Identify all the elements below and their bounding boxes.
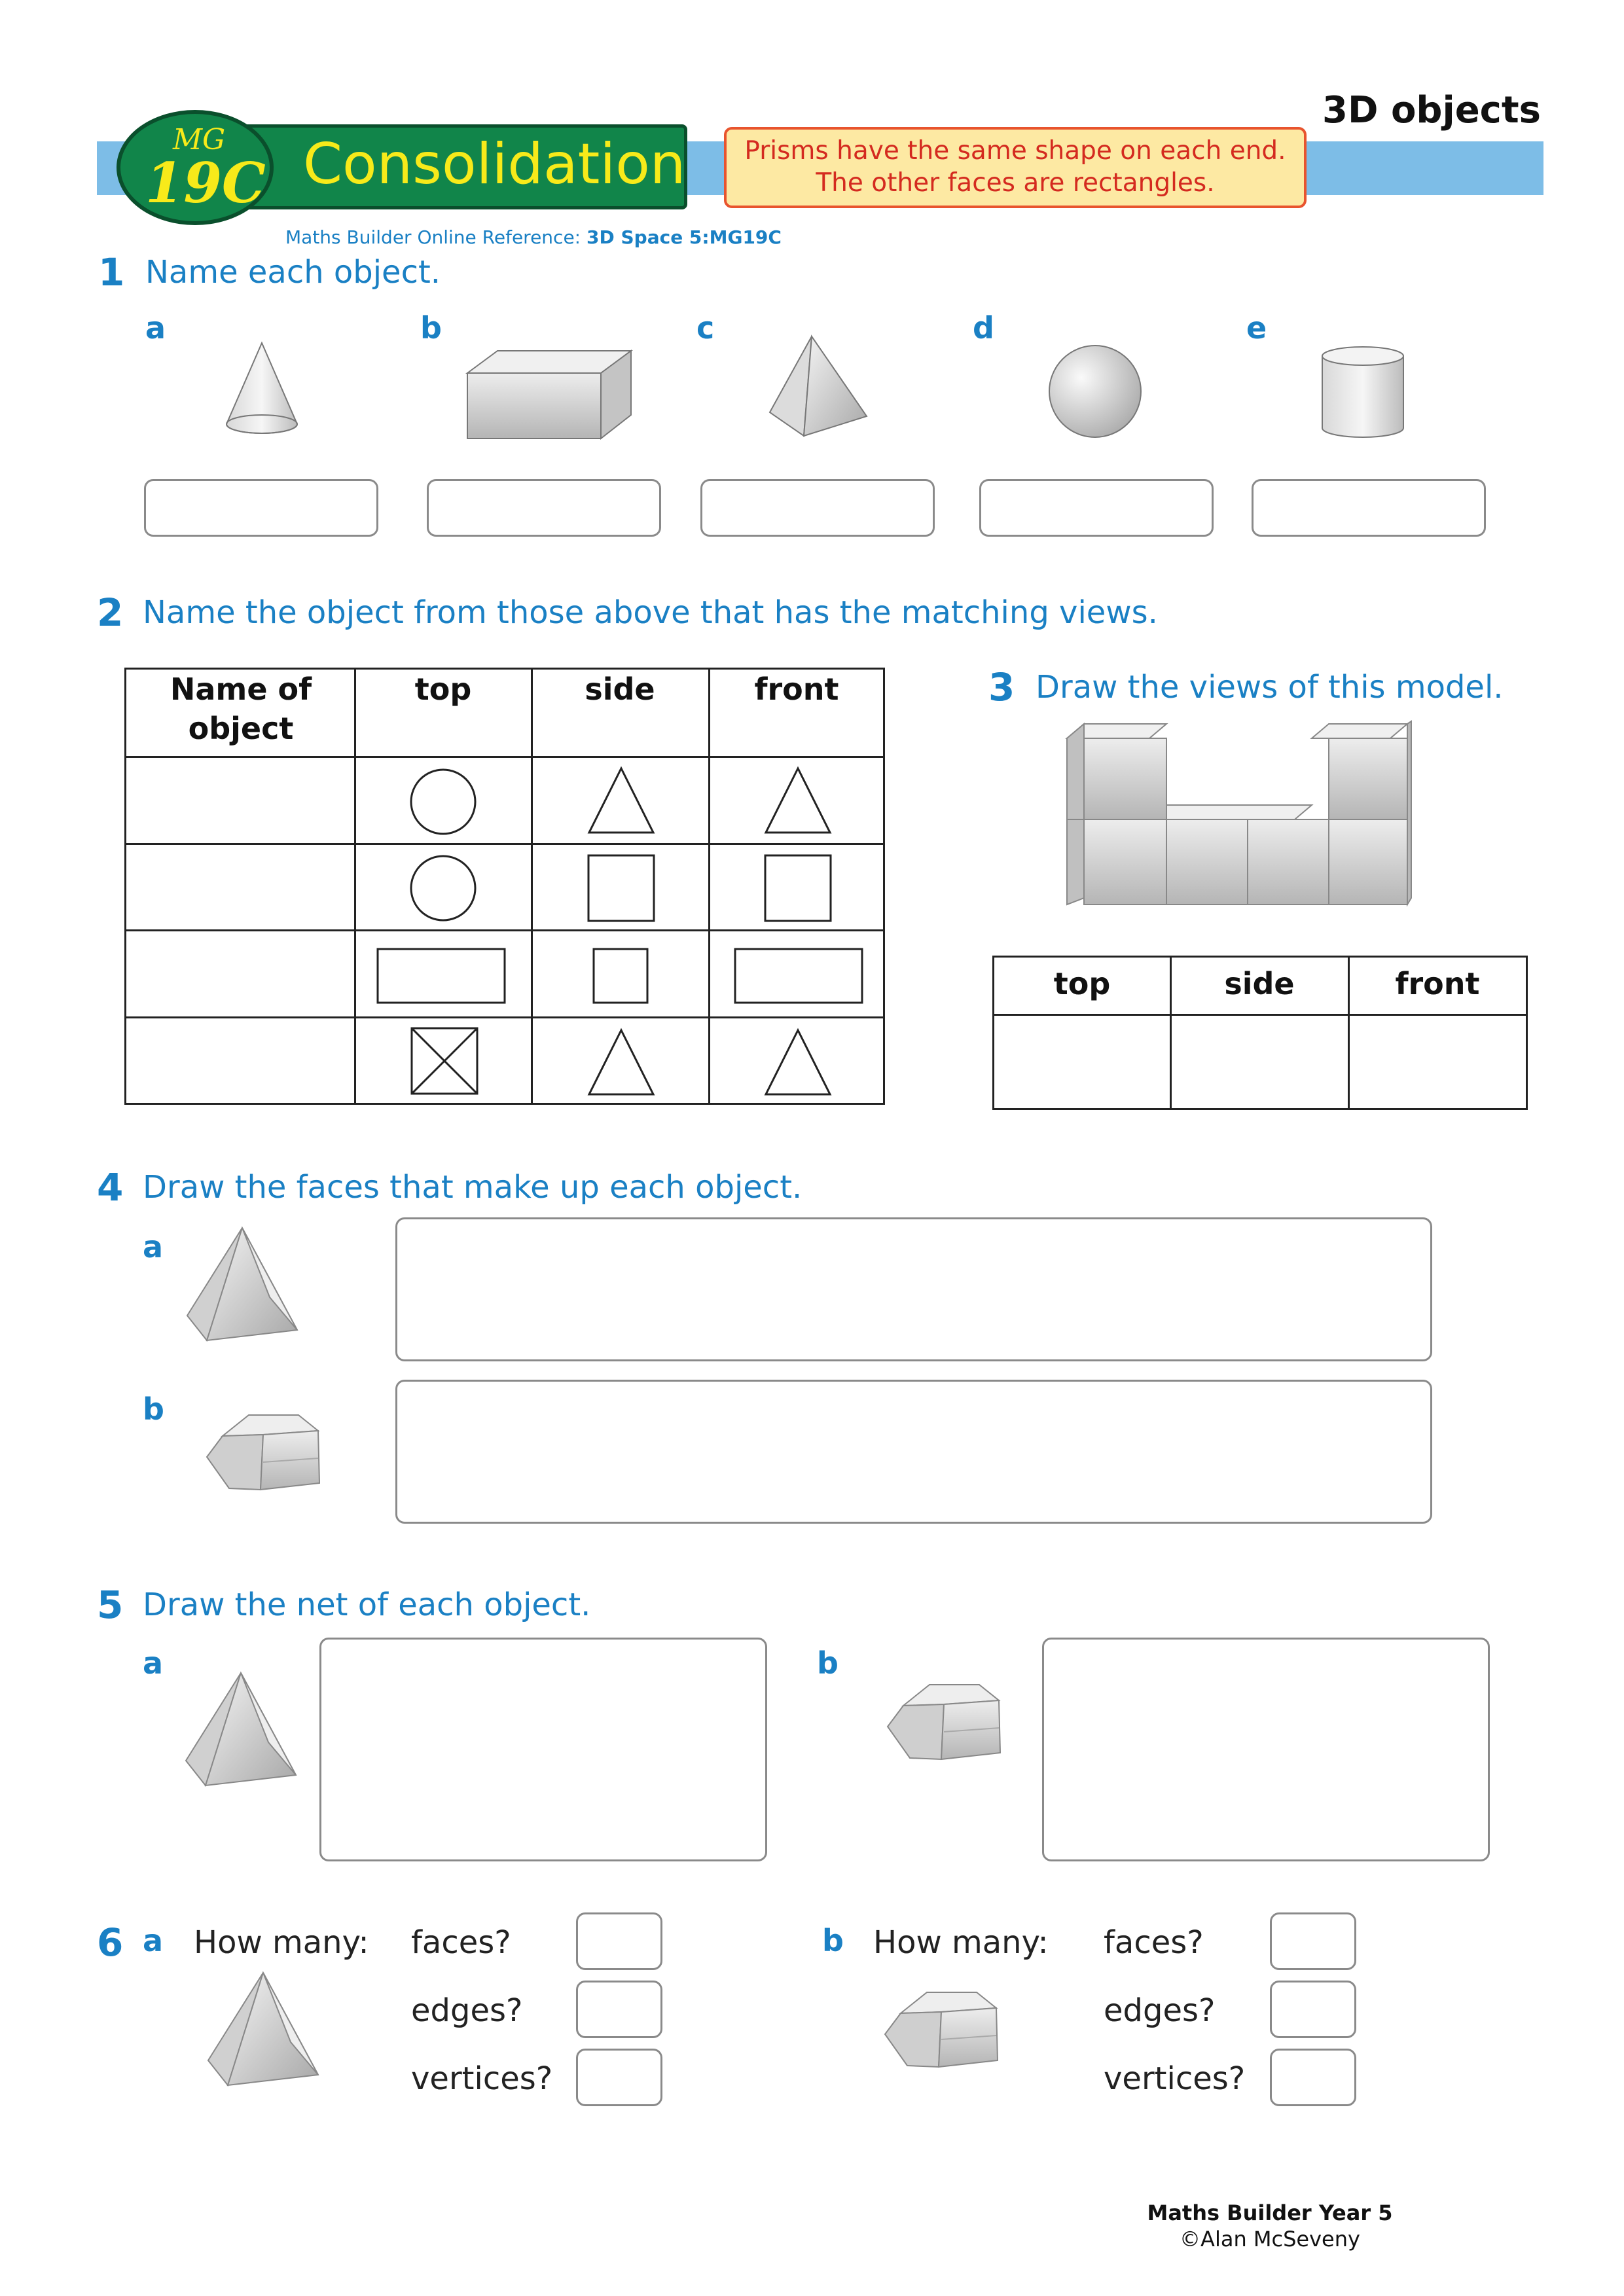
q3-answer-side[interactable]: [1174, 1016, 1346, 1107]
q2-header-side: side: [585, 672, 655, 707]
q6-label-a: a: [143, 1923, 164, 1958]
q6a-vertices-input[interactable]: [576, 2049, 662, 2106]
reference-prefix: Maths Builder Online Reference:: [285, 226, 587, 248]
question-5-text: Draw the net of each object.: [143, 1587, 591, 1623]
q1-label-c: c: [696, 310, 715, 346]
triangle-icon: [587, 1028, 655, 1096]
q6a-edges-label: edges?: [411, 1992, 523, 2029]
q3-views-table: [992, 956, 1528, 1110]
q6b-faces-input[interactable]: [1270, 1912, 1356, 1970]
q4-answer-b[interactable]: [395, 1380, 1432, 1524]
q3-header-top: top: [1053, 966, 1111, 1001]
q2-answer-row-4[interactable]: [129, 1019, 353, 1103]
page-title: Consolidation: [303, 132, 686, 197]
code-prefix: MG: [173, 123, 226, 156]
cone-icon: [223, 340, 301, 439]
q1-answer-e[interactable]: [1252, 479, 1486, 537]
q3-header-front: front: [1395, 966, 1480, 1001]
question-5-number: 5: [97, 1583, 124, 1627]
code-number: 19C: [145, 151, 266, 215]
q1-answer-d[interactable]: [979, 479, 1214, 537]
circle-icon: [409, 854, 477, 922]
cylinder-icon: [1320, 344, 1406, 440]
q1-answer-a[interactable]: [144, 479, 378, 537]
q3-header-side: side: [1224, 966, 1295, 1001]
q4-label-b: b: [143, 1391, 164, 1427]
q4-label-a: a: [143, 1229, 164, 1265]
q2-views-table: [124, 668, 885, 1105]
q6b-prompt: How many:: [873, 1924, 1049, 1961]
question-4-number: 4: [97, 1165, 124, 1210]
q2-header-front: front: [754, 672, 839, 707]
q6a-faces-label: faces?: [411, 1924, 511, 1961]
q2-header-top: top: [414, 672, 472, 707]
triangular-pyramid-icon: [182, 1670, 300, 1788]
pentagonal-prism-icon: [884, 1679, 1004, 1765]
question-4-text: Draw the faces that make up each object.: [143, 1169, 803, 1206]
topic-title: 3D objects: [1322, 89, 1541, 132]
q1-label-a: a: [145, 310, 166, 346]
triangle-icon: [764, 766, 832, 834]
tip-box: [724, 127, 1307, 208]
question-3-number: 3: [988, 665, 1015, 709]
q1-answer-c[interactable]: [700, 479, 935, 537]
circle-icon: [409, 768, 477, 836]
square-icon: [592, 948, 649, 1004]
pentagonal-prism-icon: [881, 1987, 1001, 2072]
q6b-edges-label: edges?: [1104, 1992, 1216, 2029]
q5-answer-a[interactable]: [319, 1638, 767, 1861]
code-badge: [117, 110, 274, 225]
rectangle-icon: [734, 948, 863, 1004]
q1-label-b: b: [420, 310, 442, 346]
q2-answer-row-1[interactable]: [129, 759, 353, 842]
pentagonal-prism-icon: [203, 1410, 323, 1495]
crossed-square-icon: [410, 1027, 478, 1095]
q3-answer-top[interactable]: [997, 1016, 1168, 1107]
square-icon: [764, 854, 832, 922]
footer-copyright: ©Alan McSeveny: [1180, 2227, 1360, 2251]
rectangular-prism-icon: [465, 347, 635, 442]
q2-answer-row-3[interactable]: [129, 932, 353, 1016]
q2-header-name: Name of object: [170, 672, 312, 746]
tip-line-1: Prisms have the same shape on each end.: [744, 136, 1286, 166]
q6b-faces-label: faces?: [1104, 1924, 1204, 1961]
rectangle-icon: [376, 948, 506, 1004]
footer-title: Maths Builder Year 5: [1147, 2200, 1393, 2225]
reference-value: 3D Space 5:MG19C: [586, 226, 782, 248]
q4-answer-a[interactable]: [395, 1217, 1432, 1361]
question-6-number: 6: [97, 1920, 124, 1965]
sphere-icon: [1047, 344, 1143, 439]
triangle-icon: [764, 1028, 832, 1096]
title-panel: [216, 124, 687, 209]
q5-label-a: a: [143, 1645, 164, 1681]
q1-answer-b[interactable]: [427, 479, 661, 537]
q2-answer-row-2[interactable]: [129, 846, 353, 929]
q6b-vertices-label: vertices?: [1104, 2060, 1246, 2097]
triangular-pyramid-icon: [204, 1970, 322, 2088]
q6a-faces-input[interactable]: [576, 1912, 662, 1970]
q6-label-b: b: [822, 1923, 844, 1958]
q6b-vertices-input[interactable]: [1270, 2049, 1356, 2106]
question-2-number: 2: [97, 590, 124, 635]
tip-line-2: The other faces are rectangles.: [816, 168, 1215, 198]
cube-model-icon: [1064, 721, 1415, 907]
q1-label-e: e: [1246, 310, 1267, 346]
q1-label-d: d: [973, 310, 994, 346]
online-reference: [285, 226, 782, 248]
question-2-text: Name the object from those above that has the matching views.: [143, 594, 1158, 631]
q6b-edges-input[interactable]: [1270, 1981, 1356, 2038]
triangular-pyramid-icon: [183, 1225, 301, 1343]
q5-label-b: b: [817, 1645, 839, 1681]
question-3-text: Draw the views of this model.: [1036, 669, 1504, 706]
square-pyramid-icon: [766, 334, 871, 439]
question-1-text: Name each object.: [145, 254, 441, 291]
triangle-icon: [587, 766, 655, 834]
q5-answer-b[interactable]: [1042, 1638, 1490, 1861]
square-icon: [587, 854, 655, 922]
q6a-prompt: How many:: [194, 1924, 369, 1961]
q6a-vertices-label: vertices?: [411, 2060, 553, 2097]
q6a-edges-input[interactable]: [576, 1981, 662, 2038]
q3-answer-front[interactable]: [1352, 1016, 1525, 1107]
question-1-number: 1: [98, 250, 125, 295]
